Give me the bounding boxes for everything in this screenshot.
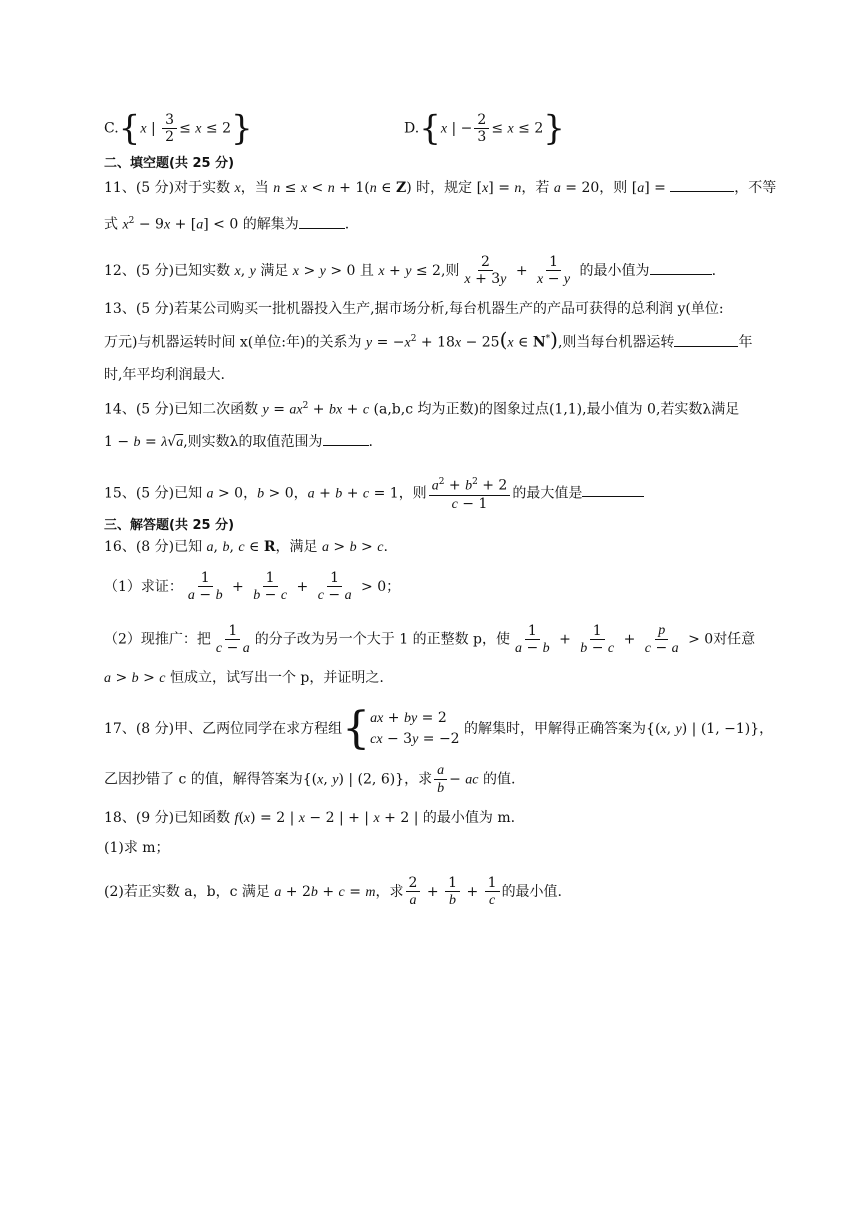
question-11-line2: 式 $x^2 - 9x + [a] < 0$ 的解集为 .	[104, 211, 349, 236]
answer-blank[interactable]	[670, 177, 734, 192]
question-17-line2: 乙因抄错了 c 的值，解得答案为{(x, y) | (2, 6)}，求 $\frac{a}{b}$ − ac 的值.	[104, 763, 516, 796]
question-15: 15、(5 分)已知 a > 0，b > 0，a + b + c = 1，则 $\frac{a^2 + b^2 + 2}{c - 1}$ 的最大值是	[104, 474, 644, 513]
question-18-part2: (2)若正实数 a，b，c 满足 a + 2b + c = m，求 $\frac{2}{a}$ + $\frac{1}{b}$ + $\frac{1}{c}$ 的最小值.	[104, 875, 563, 908]
section-fill-blank-title: 二、填空题(共 25 分)	[104, 156, 235, 171]
question-16-part1: （1）求证： $\frac{1}{a - b}$ + $\frac{1}{b - c}$ + $\frac{1}{c - a}$ > 0；	[104, 570, 401, 603]
question-11-line1: 11、(5 分)对于实数 x，当 n ≤ x < n + 1(n ∈ Z) 时，规定 [x] = n，若 a = 20，则 [a] = ，不等	[104, 177, 776, 199]
section-answer-title: 三、解答题(共 25 分)	[104, 518, 235, 533]
answer-blank[interactable]	[674, 332, 738, 347]
question-13-line2: 万元)与机器运转时间 x(单位:年)的关系为 $y = -x^2 + 18x - 25(x$ ∈ N*),则当每台机器运转 年	[104, 327, 753, 352]
option-c: C.{x | $\frac{3}{2}$ ≤ x ≤ 2}	[104, 108, 253, 149]
question-18-part1: (1)求 m；	[104, 840, 170, 856]
question-17-line1: 17、(8 分)甲、乙两位同学在求方程组{ ax + by = 2 cx − 3y = −2 的解集时，甲解得正确答案为{(x, y) | (1, −1)}，	[104, 703, 774, 754]
question-16-line1: 16、(8 分)已知 a, b, c ∈ R，满足 a > b > c.	[104, 539, 388, 555]
question-13-line1: 13、(5 分)若某公司购买一批机器投入生产,据市场分析,每台机器生产的产品可获得的总利润 y(单位:	[104, 301, 724, 317]
answer-blank[interactable]	[582, 482, 644, 497]
answer-blank[interactable]	[299, 214, 345, 229]
option-d: D.{x | − $\frac{2}{3}$ ≤ x ≤ 2}	[404, 108, 565, 149]
question-12: 12、(5 分)已知实数 x, y 满足 x > y > 0 且 x + y ≤ 2,则 $\frac{2}{x + 3y}$ + $\frac{1}{x - y}$ 的最小值为 .	[104, 254, 717, 287]
question-14-line2: 1 − b = λ√a,则实数λ的取值范围为 .	[104, 431, 373, 453]
answer-blank[interactable]	[650, 260, 712, 275]
question-16-part2-line2: a > b > c 恒成立，试写出一个 p，并证明之.	[104, 670, 384, 686]
question-13-line3: 时,年平均利润最大.	[104, 367, 225, 383]
question-18-line1: 18、(9 分)已知函数 f(x) = 2 | x − 2 | + | x + 2 | 的最小值为 m.	[104, 810, 516, 826]
answer-blank[interactable]	[323, 431, 369, 446]
question-16-part2: （2）现推广：把 $\frac{1}{c - a}$ 的分子改为另一个大于 1 的正整数 p，使 $\frac{1}{a - b}$ + $\frac{1}{b - c}$ + $\frac{p}{c - a}$ > 0对任意	[104, 622, 756, 656]
question-14-line1: 14、(5 分)已知二次函数 $y = ax^2$ + bx + c (a,b,c 均为正数)的图象过点(1,1),最小值为 0,若实数λ满足	[104, 401, 740, 418]
